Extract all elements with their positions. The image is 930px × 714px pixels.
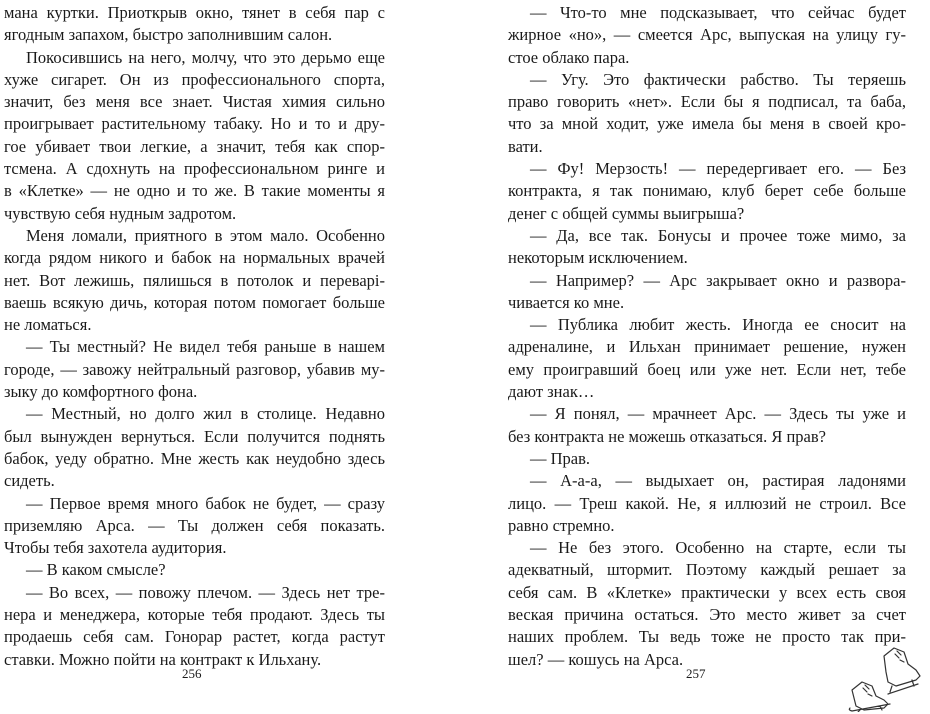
text-line: нера и менеджера, которые тебя продают. Здесь ты: [4, 605, 385, 625]
text-line: ягодным запахом, быстро заполнившим салон.: [4, 25, 333, 45]
text-line: без контракта не можешь отказаться. Я прав?: [508, 426, 826, 446]
text-line: — Я понял, — мрачнеет Арс. — Здесь ты уже и: [530, 404, 906, 424]
text-line: — Например? — Арс закрывает окно и развора-: [530, 270, 906, 290]
text-line: — Да, все так. Бонусы и прочее тоже мимо, за: [530, 225, 906, 245]
text-line: равно стремно.: [508, 515, 615, 535]
text-line: дают знак…: [508, 382, 595, 402]
text-line: жирное «но», — смеется Арс, выпуская на улицу гу-: [508, 25, 906, 45]
text-line: в «Клетке» — не одно и то же. В такие моменты я: [4, 181, 385, 201]
text-line: стое облако пара.: [508, 47, 630, 67]
text-line: адреналине, и Ильхан принимает решение, нужен: [508, 337, 906, 357]
right-page-text: [508, 2, 906, 671]
text-line: некоторым исключением.: [508, 248, 688, 268]
text-line: — Угу. Это фактически рабство. Ты теряешь: [530, 69, 906, 89]
right-page: [465, 0, 930, 714]
text-line: — Что-то мне подсказывает, что сейчас будет: [530, 3, 906, 22]
text-line: адекватный, штормит. Поэтому каждый решает за: [508, 560, 906, 580]
text-line: — Первое время много бабок не будет, — сразу: [26, 493, 385, 513]
text-line: веская причина остаться. Это место живет за счет: [508, 605, 906, 625]
text-line: лицо. — Треш какой. Не, я иллюзий не строил. Все: [508, 493, 906, 513]
text-line: сидеть.: [4, 471, 55, 491]
text-line: нет. Вот лежишь, пялишься в потолок и переварi-: [4, 270, 385, 290]
text-line: городе, — завожу нейтральный разговор, убавив му-: [4, 359, 385, 379]
text-line: — В каком смысле?: [26, 560, 166, 580]
ice-skates-icon: [846, 642, 924, 712]
text-line: ваешь всякую дичь, которая потом помогает больше: [4, 292, 385, 312]
text-line: — Публика любит жесть. Иногда ее сносит на: [530, 315, 906, 335]
text-line: себя сам. В «Клетке» практически у всех есть своя: [508, 582, 906, 602]
text-line: продаешь себя сам. Гонорар растет, когда растут: [4, 627, 385, 647]
text-line: ему проигравший боец или уже нет. Если нет, тебе: [508, 359, 906, 379]
text-line: право говорить «нет». Если бы я подписал, та баба,: [508, 92, 906, 112]
text-line: Чтобы тебя захотела аудитория.: [4, 538, 227, 558]
text-line: хуже сигарет. Он из профессионального спорта,: [4, 69, 385, 89]
text-line: зыку до комфортного фона.: [4, 382, 198, 402]
text-line: чувствую себя нудным задротом.: [4, 203, 237, 223]
text-line: приземляю Арса. — Ты должен себя показать.: [4, 515, 385, 535]
text-line: контракта, я так понимаю, клуб берет себе больше: [508, 181, 906, 201]
text-line: бабок, уеду обратно. Мне жесть как неудобно здесь: [4, 448, 385, 468]
text-line: что за мной ходит, уже имела бы меня в своей кро-: [508, 114, 906, 134]
text-line: — Ты местный? Не видел тебя раньше в нашем: [26, 337, 385, 357]
text-line: — Во всех, — повожу плечом. — Здесь нет тре-: [26, 582, 385, 602]
left-page-text: [4, 2, 385, 671]
text-line: когда рядом никого и бабок на нормальных врачей: [4, 248, 385, 268]
text-line: чивается ко мне.: [508, 292, 625, 312]
text-line: тсмена. А сдохнуть на профессиональном ринге и: [4, 159, 385, 179]
text-line: был вынужден вернуться. Если получится поднять: [4, 426, 385, 446]
text-line: — Не без этого. Особенно на старте, если ты: [530, 538, 906, 558]
page-number-left: 256: [182, 666, 202, 681]
text-line: денег с общей суммы выигрыша?: [508, 203, 745, 223]
text-line: вати.: [508, 136, 543, 156]
text-line: — Фу! Мерзость! — передергивает его. — Без: [530, 159, 906, 179]
text-line: шел? — кошусь на Арса.: [508, 649, 684, 669]
text-line: значит, без меня все знает. Чистая химия сильно: [4, 92, 385, 112]
text-line: проигрывает растительному табаку. Но и то и дру-: [4, 114, 385, 134]
text-line: наших проблем. Ты ведь тоже не просто так при-: [508, 627, 906, 647]
text-line: гое убивает твои легкие, а значит, тебя как спор-: [4, 136, 385, 156]
text-line: Покосившись на него, молчу, что это дерьмо еще: [26, 47, 385, 67]
text-line: мана куртки. Приоткрыв окно, тянет в себя пар с: [4, 3, 385, 22]
text-line: — Местный, но долго жил в столице. Недавно: [26, 404, 385, 424]
page-number-right: 257: [686, 666, 706, 681]
text-line: Меня ломали, приятного в этом мало. Особенно: [26, 225, 385, 245]
text-line: ставки. Можно пойти на контракт к Ильхану.: [4, 649, 322, 669]
text-line: — Прав.: [530, 448, 591, 468]
text-line: не ломаться.: [4, 315, 92, 335]
text-line: — А-а-а, — выдыхает он, растирая ладонями: [530, 471, 906, 491]
